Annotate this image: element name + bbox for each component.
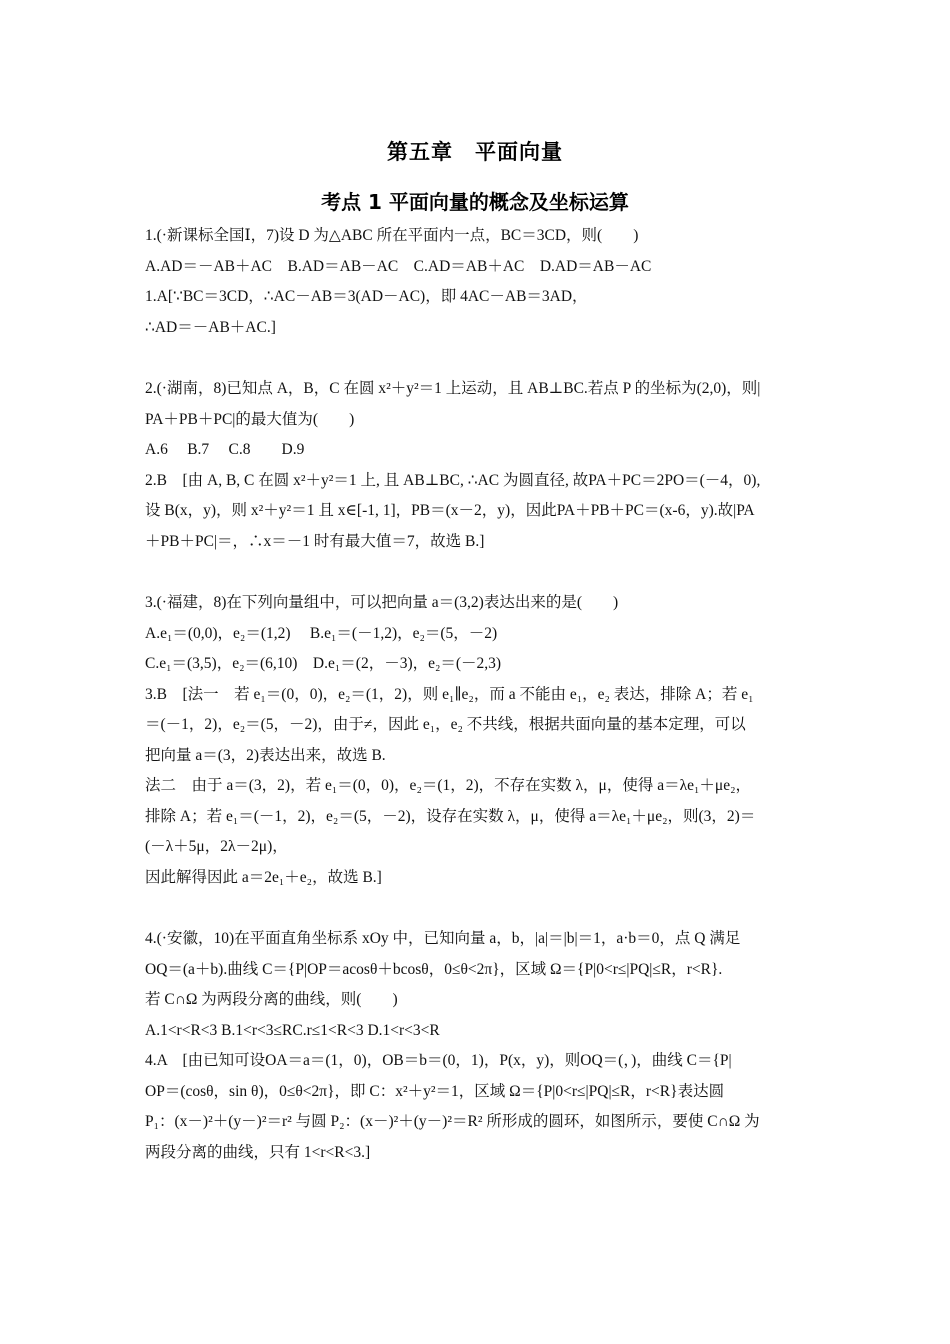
problem-3-answer-line: 3.B [法一 若 e₁＝(0，0)，e₂＝(1，2)，则 e₁∥e₂，而 a 不能由 e₁，e₂ 表达，排除 A；若 e₁	[145, 685, 754, 703]
problem-2-answer-line: 设 B(x，y)，则 x²＋y²＝1 且 x∈[-1, 1]，PB＝(x－2，y)，因此PA＋PB＋PC＝(x-6，y).故|PA	[145, 502, 755, 519]
problem-2	[145, 374, 807, 557]
problem-2-question: PA＋PB＋PC|的最大值为( )	[145, 410, 355, 428]
spacer	[145, 557, 807, 588]
problem-2-options: A.6 B.7 C.8 D.9	[145, 441, 305, 458]
section-title: 考点 1 平面向量的概念及坐标运算	[321, 190, 629, 214]
problem-2-answer-line: ＋PB＋PC|＝，∴x＝－1 时有最大值＝7，故选 B.]	[145, 532, 485, 550]
problem-3-answer-line: 因此解得因此 a＝2e₁＋e₂，故选 B.]	[145, 868, 382, 886]
problem-4-answer-line: P₁：(x－)²＋(y－)²＝r² 与圆 P₂：(x－)²＋(y－)²＝R² 所形成的圆环，如图所示，要使 C∩Ω 为	[145, 1113, 760, 1130]
problem-3-options: C.e₁＝(3,5)，e₂＝(6,10) D.e₁＝(2，－3)，e₂＝(－2,3)	[145, 655, 502, 672]
problem-3-answer-line: 把向量 a＝(3，2)表达出来，故选 B.	[145, 746, 386, 764]
problem-3-answer-line: 法二 由于 a＝(3，2)，若 e₁＝(0，0)，e₂＝(1，2)，不存在实数 λ，μ，使得 a＝λe₁＋μe₂，	[145, 777, 752, 794]
spacer	[145, 343, 807, 374]
problem-2-question: 2.(·湖南，8)已知点 A，B，C 在圆 x²＋y²＝1 上运动，且 AB⊥BC.若点 P 的坐标为(2,0)，则|	[145, 380, 761, 397]
problem-3-options: A.e₁＝(0,0)，e₂＝(1,2) B.e₁＝(－1,2)，e₂＝(5，－2)	[145, 624, 498, 642]
problem-3-answer-line: 排除 A；若 e₁＝(－1，2)，e₂＝(5，－2)，设存在实数 λ，μ，使得 a＝λe₁＋μe₂，则(3，2)＝	[145, 807, 756, 825]
problem-2-answer-line: 2.B [由 A, B, C 在圆 x²＋y²＝1 上, 且 AB⊥BC, ∴AC 为圆直径, 故PA＋PC＝2PO＝(－4，0),	[145, 471, 761, 489]
problem-3-answer-line: ＝(－1，2)，e₂＝(5，－2)，由于≠，因此 e₁，e₂ 不共线，根据共面向量的基本定理，可以	[145, 716, 746, 733]
problem-1-answer-line: ∴AD＝－AB＋AC.]	[145, 318, 276, 336]
problem-3-question: 3.(·福建，8)在下列向量组中，可以把向量 a＝(3,2)表达出来的是( )	[145, 594, 619, 611]
problem-1	[145, 221, 807, 343]
spacer	[145, 893, 807, 924]
problem-4-question: OQ＝(a＋b).曲线 C＝{P|OP＝acosθ＋bcosθ，0≤θ<2π}，区域 Ω＝{P|0<r≤|PQ|≤R，r<R}.	[145, 960, 723, 978]
content-body	[145, 221, 807, 1168]
problem-4-answer-line: OP＝(cosθ，sin θ)，0≤θ<2π}，即 C：x²＋y²＝1，区域 Ω＝{P|0<r≤|PQ|≤R，r<R}表达圆	[145, 1082, 725, 1100]
problem-1-answer-line: 1.A[∵BC＝3CD，∴AC－AB＝3(AD－AC)，即 4AC－AB＝3AD，	[145, 288, 588, 305]
chapter-title: 第五章 平面向量	[387, 140, 563, 164]
problem-4	[145, 924, 807, 1168]
problem-3-answer-line: (－λ＋5μ，2λ－2μ)，	[145, 838, 288, 855]
problem-4-question: 4.(·安徽，10)在平面直角坐标系 xOy 中，已知向量 a，b，|a|＝|b|＝1，a·b＝0，点 Q 满足	[145, 930, 741, 947]
problem-4-question: 若 C∩Ω 为两段分离的曲线，则( )	[145, 991, 398, 1008]
problem-4-answer-line: 两段分离的曲线，只有 1<r<R<3.]	[145, 1143, 371, 1161]
problem-1-question: 1.(·新课标全国Ⅰ，7)设 D 为△ABC 所在平面内一点，BC＝3CD，则( )	[145, 227, 639, 244]
problem-4-answer-line: 4.A [由已知可设OA＝a＝(1，0)，OB＝b＝(0，1)，P(x，y)，则OQ＝(，)，曲线 C＝{P|	[145, 1052, 732, 1069]
problem-1-options: A.AD＝－AB＋AC B.AD＝AB－AC C.AD＝AB＋AC D.AD＝AB－AC	[145, 257, 652, 275]
problem-4-options: A.1<r<R<3 B.1<r<3≤RC.r≤1<R<3 D.1<r<3<R	[145, 1021, 440, 1039]
problem-3	[145, 588, 807, 893]
